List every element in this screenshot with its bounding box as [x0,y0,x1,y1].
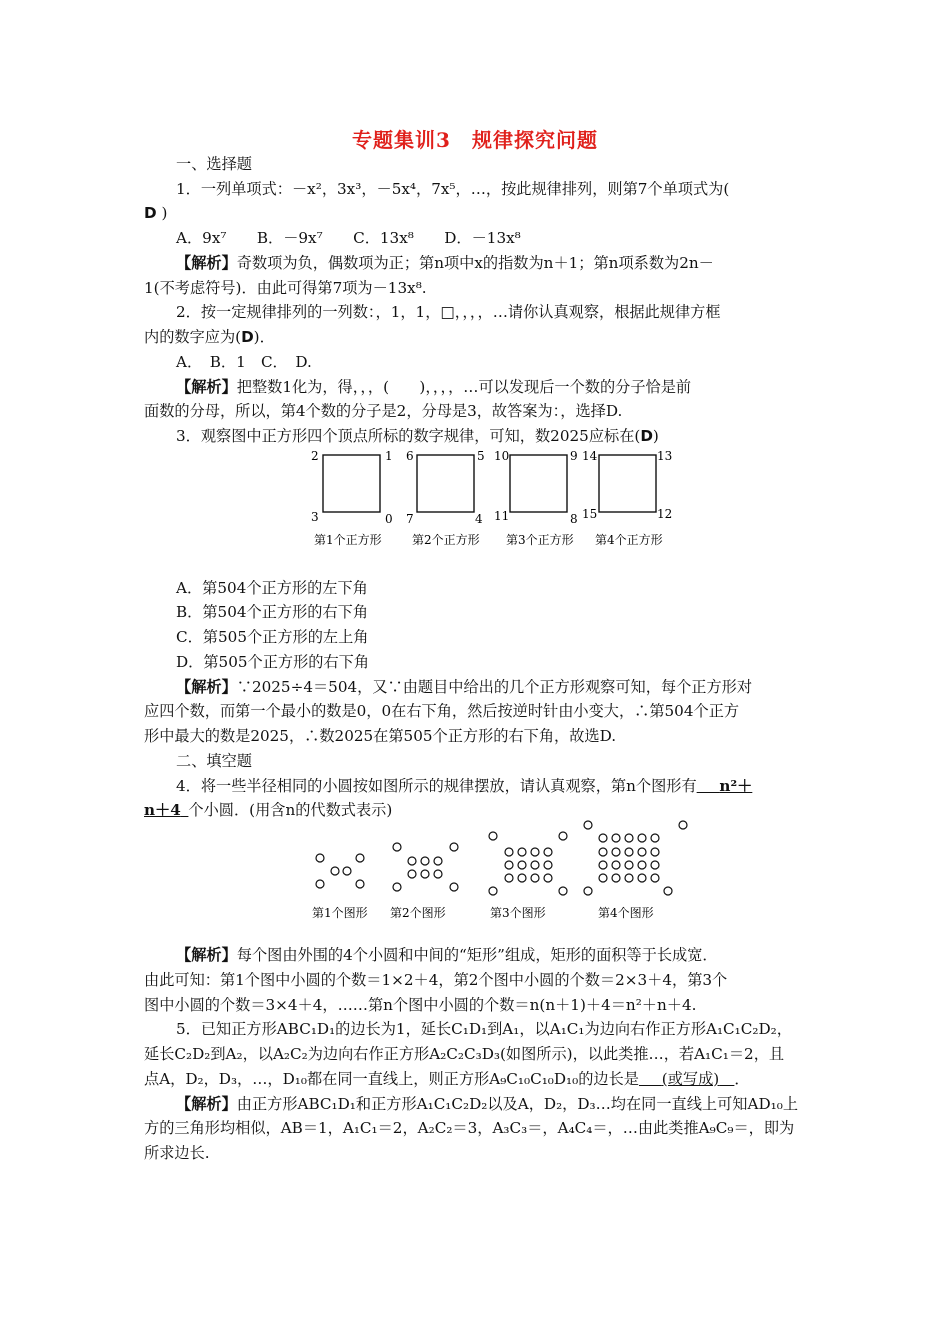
q1-answer: D [144,204,157,222]
q3-option-c: C．第505个正方形的左上角 [176,628,369,646]
square-2-tr: 5 [477,449,485,463]
q5-analysis-line3: 所求边长. [144,1144,210,1162]
q3-squares-figure [300,446,680,556]
section-fill-heading: 二、填空题 [176,752,252,770]
q5-answer-wrap [639,1070,734,1088]
square-1 [323,455,380,512]
circle-figure-4 [584,821,687,895]
q5-stem-line3 [144,1069,750,1089]
section-choice-heading: 一、选择题 [176,155,252,173]
q4-analysis-line3: 图中小圆的个数＝3×4＋4，……第n个图中小圆的个数＝n(n＋1)＋4＝n²＋n＋4. [144,996,697,1014]
q1-analysis-line2: 1(不考虑符号)．由此可得第7项为－13x⁸. [144,279,427,297]
square-4-tl: 14 [582,449,598,463]
q4-answer-part1-wrap [697,777,753,795]
square-3-tr: 9 [570,449,578,463]
square-3-br: 8 [570,512,578,526]
square-3 [510,455,567,512]
q4-analysis-line2: 由此可知：第1个图中小圆的个数＝1×2＋4，第2个图中小圆的个数＝2×3＋4，第3个 [144,971,728,989]
square-1-tr: 1 [385,449,393,463]
page-title: 专题集训3 规律探究问题 [352,128,598,152]
q3-option-d: D．第505个正方形的右下角 [176,653,370,671]
circle-figure-3 [489,832,567,895]
q1-answer-line [144,203,167,223]
q3-stem-text: 3．观察图中正方形四个顶点所标的数字规律，可知，数2025应标在( [176,427,641,445]
q4-circles-figure [300,818,700,928]
circle-figure-1 [316,854,364,888]
q4-analysis-text: 每个图由外围的4个小圆和中间的“矩形”组成，矩形的面积等于长成宽． [236,946,718,964]
q3-option-a: A．第504个正方形的左下角 [176,579,368,597]
q3-analysis-line3: 形中最大的数是2025，∴数2025在第505个正方形的右下角，故选D. [144,727,617,745]
q2-analysis-line2: 面数的分母，所以，第4个数的分子是2，分母是3，故答案为：，选择D. [144,402,623,420]
square-1-bl: 3 [311,510,319,524]
q4-answer-part2-wrap [144,801,188,819]
square-3-bl: 11 [494,509,510,523]
q1-analysis-line1 [176,253,714,273]
q3-option-b: B．第504个正方形的右下角 [176,603,369,621]
q4-stem-line2 [144,800,392,820]
circle-figure-2 [393,843,458,891]
square-1-br: 0 [385,512,393,526]
q3-stem-close: ) [652,427,659,445]
square-4-br: 12 [657,507,673,521]
circle-figure-3-caption: 第3个图形 [490,906,546,920]
q1-analysis-tag: 【解析】 [176,254,237,272]
q3-analysis-line1 [176,677,752,697]
q2-analysis-tag: 【解析】 [176,378,237,396]
q1-options: A．9x⁷ B．－9x⁷ C．13x⁸ D．－13x⁸ [176,229,521,247]
q2-stem-line2 [144,327,275,347]
q3-analysis-text: ∵2025÷4＝504，又∵由题目中给出的几个正方形观察可知，每个正方形对 [236,678,753,696]
q5-stem-line1: 5．已知正方形ABC₁D₁的边长为1，延长C₁D₁到A₁，以A₁C₁为边向右作正方形A₁C₁C₂D₂， [176,1020,792,1038]
square-4-tr: 13 [657,449,673,463]
q1-close: ) [161,204,168,222]
q5-stem-line2: 延长C₂D₂到A₂，以A₂C₂为边向右作正方形A₂C₂C₃D₃(如图所示)，以此类推…，若A₁C₁＝2，且 [144,1045,785,1063]
q5-stem-text: 点A，D₂，D₃，…，D₁₀都在同一直线上，则正方形A₉C₁₀C₁₀D₁₀的边长是 [144,1070,639,1088]
q2-stem-close: )． [253,328,275,346]
q4-analysis-line1 [176,945,718,965]
q5-stem-close: ． [734,1070,750,1088]
square-2-tl: 6 [406,449,414,463]
q4-analysis-tag: 【解析】 [176,946,237,964]
square-2-bl: 7 [406,512,414,526]
q3-answer: D [640,427,653,445]
circle-figure-1-caption: 第1个图形 [312,906,368,920]
q2-options: A． B．1 C． D. [176,353,312,371]
square-2 [417,455,474,512]
square-3-tl: 10 [494,449,510,463]
square-1-caption: 第1个正方形 [314,533,382,547]
q5-answer: (或写成) [661,1070,720,1088]
q4-answer-part2: n＋4 [144,801,181,819]
q4-stem-line1 [176,776,752,796]
q2-stem-text: 内的数字应为( [144,328,242,346]
q5-analysis-tag: 【解析】 [176,1095,237,1113]
q3-stem [176,426,659,446]
q4-answer-part1: n²＋ [719,777,753,795]
q5-analysis-text: 由正方形ABC₁D₁和正方形A₁C₁C₂D₂以及A，D₂，D₃…均在同一直线上可知AD₁₀上 [236,1095,799,1113]
square-2-br: 4 [475,512,483,526]
circle-figure-2-caption: 第2个图形 [390,906,446,920]
q1-analysis-text: 奇数项为负，偶数项为正；第n项中x的指数为n＋1；第n项系数为2n－ [236,254,714,272]
square-2-caption: 第2个正方形 [412,533,480,547]
circle-figure-4-caption: 第4个图形 [598,906,654,920]
q1-stem: 1．一列单项式：－x²，3x³，－5x⁴，7x⁵，…，按此规律排列，则第7个单项式为( [176,180,730,198]
q3-analysis-line2: 应四个数，而第一个最小的数是0，0在右下角，然后按逆时针由小变大，∴第504个正方 [144,702,740,720]
square-4-bl: 15 [582,507,598,521]
q2-analysis-text: 把整数1化为，得，，，( )，，，，…可以发现后一个数的分子恰是前 [236,378,692,396]
square-4-caption: 第4个正方形 [595,533,663,547]
q3-analysis-tag: 【解析】 [176,678,237,696]
q5-analysis-line2: 方的三角形均相似，AB＝1，A₁C₁＝2，A₂C₂＝3，A₃C₃＝，A₄C₄＝，…由此类推A₉C₉＝，即为 [144,1119,795,1137]
square-1-tl: 2 [311,449,319,463]
square-4 [599,455,656,512]
q2-stem-line1: 2．按一定规律排列的一列数：，1，1，□，，，，…请你认真观察，根据此规律方框 [176,303,721,321]
square-3-caption: 第3个正方形 [506,533,574,547]
q2-answer: D [241,328,254,346]
q4-stem-text: 4．将一些半径相同的小圆按如图所示的规律摆放，请认真观察，第n个图形有 [176,777,697,795]
q4-stem-text2: 个小圆．(用含n的代数式表示) [188,801,393,819]
q5-analysis-line1 [176,1094,798,1114]
q2-analysis-line1 [176,377,691,397]
